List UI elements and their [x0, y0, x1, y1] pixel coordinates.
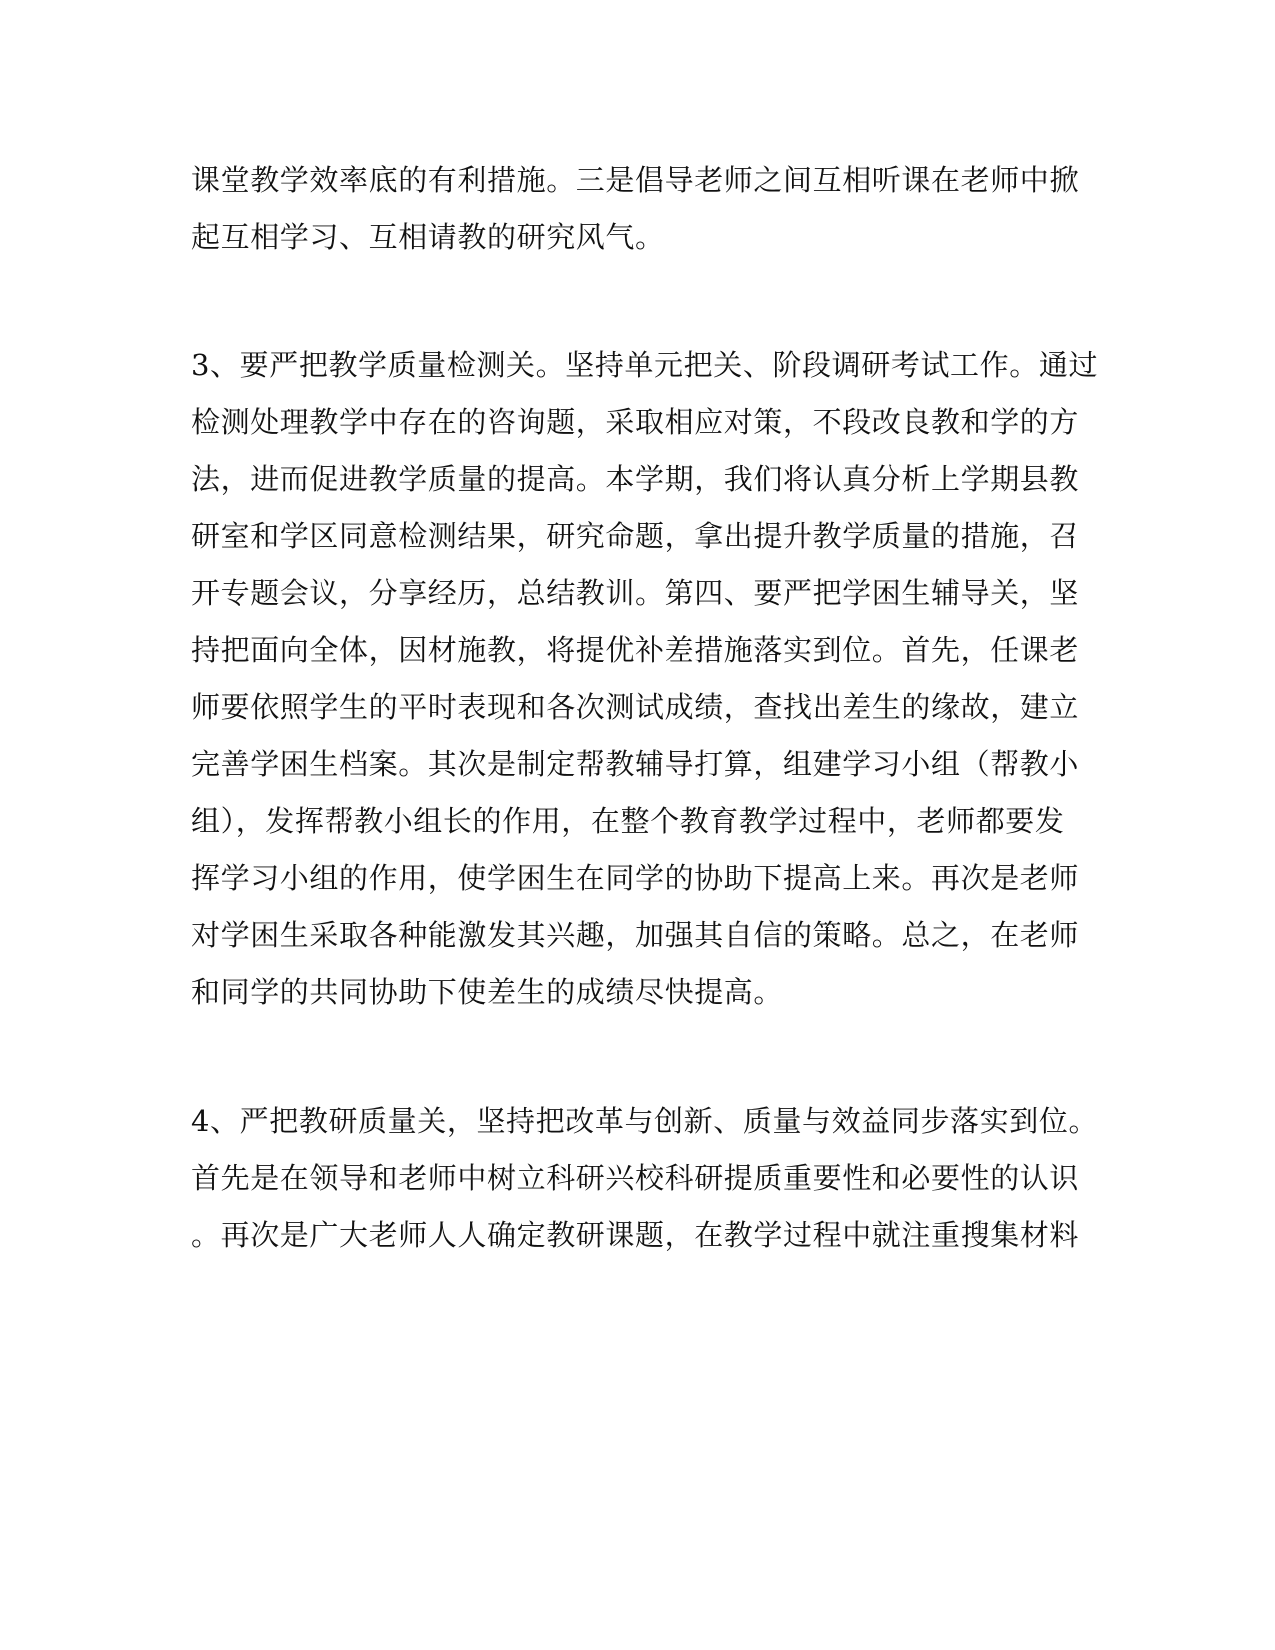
text-line: 挥学习小组的作用，使学困生在同学的协助下提高上来。再次是老师 — [191, 861, 1080, 895]
text-line: 和同学的共同协助下使差生的成绩尽快提高。 — [191, 975, 784, 1009]
text-line: 师要依照学生的平时表现和各次测试成绩，查找出差生的缘故，建立 — [191, 690, 1080, 724]
text-line: 首先是在领导和老师中树立科研兴校科研提质重要性和必要性的认识 — [191, 1161, 1080, 1195]
text-line: 课堂教学效率底的有利措施。三是倡导老师之间互相听课在老师中掀 — [191, 163, 1080, 197]
text-line: 完善学困生档案。其次是制定帮教辅导打算，组建学习小组（帮教小 — [191, 747, 1080, 781]
text-line: 起互相学习、互相请教的研究风气。 — [191, 220, 665, 254]
text-line: 检测处理教学中存在的咨询题，采取相应对策，不段改良教和学的方 — [191, 405, 1080, 439]
text-line: 3、要严把教学质量检测关。坚持单元把关、阶段调研考试工作。通过 — [191, 348, 1099, 382]
text-line: 对学困生采取各种能激发其兴趣，加强其自信的策略。总之，在老师 — [191, 918, 1080, 952]
text-line: 开专题会议，分享经历，总结教训。第四、要严把学困生辅导关，坚 — [191, 576, 1080, 610]
text-line: 研室和学区同意检测结果，研究命题，拿出提升教学质量的措施，召 — [191, 519, 1080, 553]
text-line: 。再次是广大老师人人确定教研课题，在教学过程中就注重搜集材料 — [191, 1218, 1080, 1252]
text-line: 持把面向全体，因材施教，将提优补差措施落实到位。首先，任课老 — [191, 633, 1080, 667]
text-line: 法，进而促进教学质量的提高。本学期，我们将认真分析上学期县教 — [191, 462, 1080, 496]
text-line: 4、严把教研质量关，坚持把改革与创新、质量与效益同步落实到位。 — [191, 1104, 1099, 1138]
text-line: 组），发挥帮教小组长的作用，在整个教育教学过程中，老师都要发 — [191, 804, 1065, 838]
